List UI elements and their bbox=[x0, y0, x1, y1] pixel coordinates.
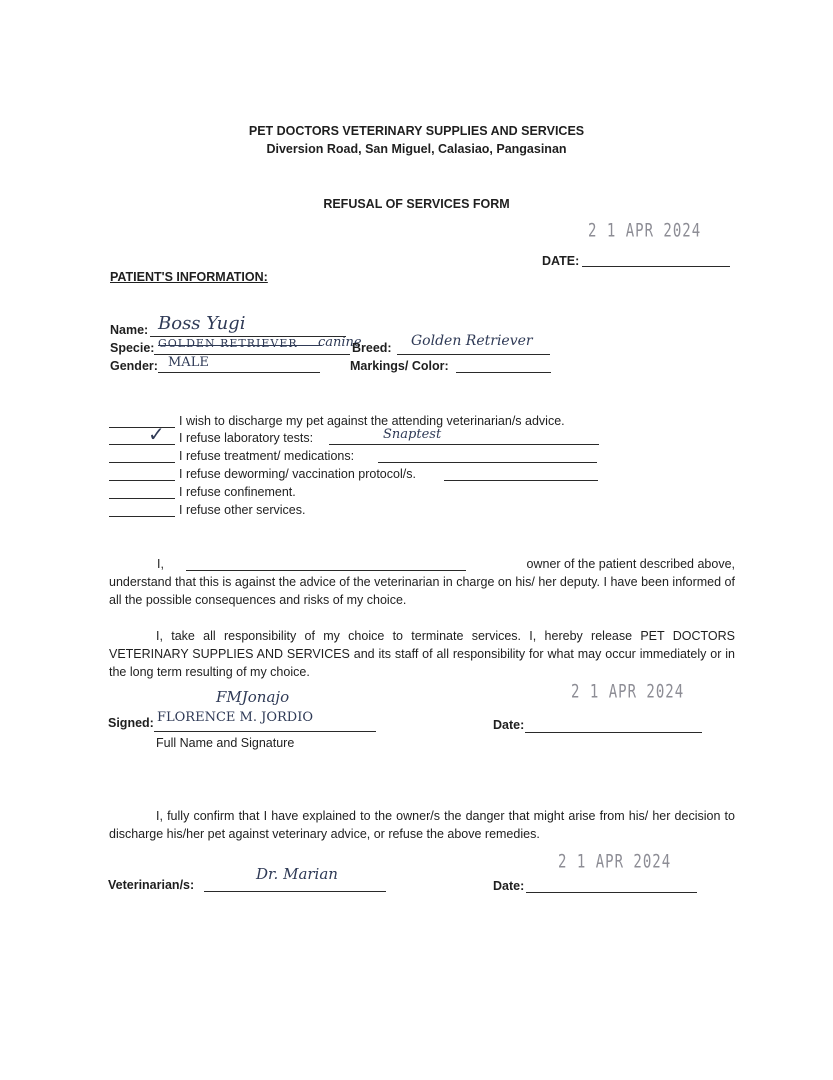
date-line-top[interactable] bbox=[582, 266, 730, 267]
check-mark-icon: ✓ bbox=[148, 422, 165, 446]
option-blank-1[interactable] bbox=[109, 427, 175, 428]
vet-date-label: Date: bbox=[493, 879, 525, 893]
option-detail-line-4[interactable] bbox=[444, 480, 598, 481]
signature-caption: Full Name and Signature bbox=[156, 736, 295, 750]
form-title: REFUSAL OF SERVICES FORM bbox=[323, 197, 510, 211]
breed-label: Breed: bbox=[352, 341, 392, 355]
markings-label: Markings/ Color: bbox=[350, 359, 449, 373]
option-detail-line-2[interactable] bbox=[329, 444, 599, 445]
option-detail-2: Snaptest bbox=[383, 427, 442, 442]
signed-line[interactable] bbox=[154, 731, 376, 732]
owner-date-label: Date: bbox=[493, 718, 525, 732]
option-blank-3[interactable] bbox=[109, 462, 175, 463]
option-text-2: I refuse laboratory tests: bbox=[179, 431, 314, 445]
gender-value: MALE bbox=[168, 355, 209, 370]
vet-date-line[interactable] bbox=[526, 892, 697, 893]
option-blank-5[interactable] bbox=[109, 498, 175, 499]
specie-struck-value: GOLDEN RETRIEVER bbox=[158, 337, 298, 350]
gender-line[interactable] bbox=[158, 372, 320, 373]
specie-value: canine bbox=[318, 335, 362, 350]
name-label: Name: bbox=[110, 323, 149, 337]
breed-line[interactable] bbox=[397, 354, 550, 355]
vet-label: Veterinarian/s: bbox=[108, 878, 195, 892]
date-label-top: DATE: bbox=[542, 254, 580, 268]
specie-label: Specie: bbox=[110, 341, 155, 355]
name-value: Boss Yugi bbox=[158, 313, 246, 334]
company-name: PET DOCTORS VETERINARY SUPPLIES AND SERVICES bbox=[248, 124, 585, 138]
owner-signature: FMJonajo bbox=[216, 688, 290, 706]
signed-label: Signed: bbox=[108, 716, 154, 730]
option-text-1: I wish to discharge my pet against the attending veterinarian/s advice. bbox=[179, 414, 565, 428]
option-blank-4[interactable] bbox=[109, 480, 175, 481]
option-blank-2[interactable] bbox=[109, 444, 175, 445]
statement1-prefix: I, bbox=[157, 557, 164, 571]
option-text-5: I refuse confinement. bbox=[179, 485, 296, 499]
option-blank-6[interactable] bbox=[109, 516, 175, 517]
statement3-body: I, fully confirm that I have explained to the owner/s the danger that might arise from his/ her decision to discharge his/her pet against veterinary advice, or refuse the above remedies. bbox=[109, 809, 735, 841]
breed-value: Golden Retriever bbox=[411, 333, 533, 349]
owner-printed-name: FLORENCE M. JORDIO bbox=[157, 710, 313, 725]
date-stamp-vet: 2 1 APR 2024 bbox=[558, 851, 672, 873]
option-text-4: I refuse deworming/ vaccination protocol/s. bbox=[179, 467, 416, 481]
option-text-3: I refuse treatment/ medications: bbox=[179, 449, 355, 463]
company-address: Diversion Road, San Miguel, Calasiao, Pangasinan bbox=[266, 142, 567, 156]
option-text-6: I refuse other services. bbox=[179, 503, 306, 517]
statement2-body: I, take all responsibility of my choice to terminate services. I, hereby release PET DOCTORS VETERINARY SUPPLIES AND SERVICES and its staff of all responsibility for what may occur immediately or in the long term resulting of my choice. bbox=[109, 629, 735, 679]
option-detail-line-3[interactable] bbox=[378, 462, 597, 463]
date-stamp-top: 2 1 APR 2024 bbox=[588, 220, 702, 242]
owner-date-line[interactable] bbox=[525, 732, 702, 733]
vet-signature: Dr. Marian bbox=[256, 865, 338, 883]
date-stamp-owner: 2 1 APR 2024 bbox=[571, 681, 685, 703]
owner-name-line[interactable] bbox=[186, 570, 466, 571]
statement1-body: understand that this is against the advice of the veterinarian in charge on his/ her deputy. I have been informed of all the possible consequences and risks of my choice. bbox=[109, 575, 735, 607]
gender-label: Gender: bbox=[110, 359, 158, 373]
markings-line[interactable] bbox=[456, 372, 551, 373]
specie-strike-line bbox=[158, 345, 322, 346]
patient-section-title: PATIENT'S INFORMATION: bbox=[110, 270, 268, 284]
vet-line[interactable] bbox=[204, 891, 386, 892]
statement1-suffix: owner of the patient described above, bbox=[526, 557, 735, 571]
